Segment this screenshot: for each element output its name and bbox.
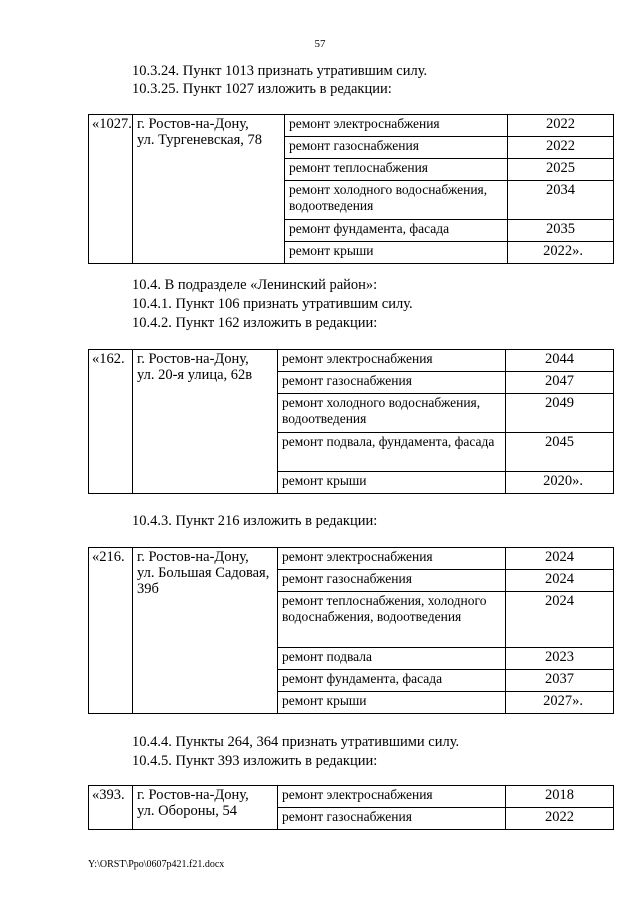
work-type: ремонт крыши (278, 692, 506, 714)
paragraph-10-4-5: 10.4.5. Пункт 393 изложить в редакции: (132, 753, 378, 769)
paragraph-10-4-1: 10.4.1. Пункт 106 признать утратившим силу. (132, 296, 413, 312)
work-type: ремонт электроснабжения (285, 115, 508, 137)
work-type: ремонт газоснабжения (278, 570, 506, 592)
repair-year: 2020». (506, 472, 614, 494)
repair-year: 2022 (508, 115, 614, 137)
work-type: ремонт холодного водоснабжения, водоотведения (285, 181, 508, 220)
address-line: ул. 20-я улица, 62в (137, 367, 253, 383)
repair-year: 2023 (506, 648, 614, 670)
paragraph-10-3-24: 10.3.24. Пункт 1013 признать утратившим силу. (132, 63, 428, 79)
repair-year: 2045 (506, 433, 614, 472)
work-type: ремонт электроснабжения (278, 350, 506, 372)
work-type: ремонт теплоснабжения, холодного водоснабжения, водоотведения (278, 592, 506, 648)
paragraph-10-4-4: 10.4.4. Пункты 264, 364 признать утратившими силу. (132, 734, 460, 750)
item-number: «393. (89, 786, 133, 830)
work-type: ремонт электроснабжения (278, 786, 506, 808)
repair-table-216 (88, 547, 614, 714)
repair-year: 2022 (506, 808, 614, 830)
repair-table-1027 (88, 114, 614, 264)
work-type: ремонт холодного водоснабжения, водоотведения (278, 394, 506, 433)
address-line: ул. Обороны, 54 (137, 803, 237, 819)
address-line: г. Ростов-на-Дону, (137, 351, 249, 367)
work-type: ремонт теплоснабжения (285, 159, 508, 181)
address-line: г. Ростов-на-Дону, (137, 116, 249, 132)
repair-year: 2022». (508, 242, 614, 264)
address-cell (133, 548, 278, 714)
work-type: ремонт крыши (285, 242, 508, 264)
address-cell (133, 350, 278, 494)
item-number: «162. (89, 350, 133, 494)
repair-year: 2024 (506, 570, 614, 592)
file-path-footer: Y:\ORST\Ppo\0607p421.f21.docx (88, 859, 225, 870)
paragraph-10-4-3: 10.4.3. Пункт 216 изложить в редакции: (132, 513, 378, 529)
repair-year: 2049 (506, 394, 614, 433)
paragraph-10-4: 10.4. В подразделе «Ленинский район»: (132, 277, 378, 293)
paragraph-10-3-25: 10.3.25. Пункт 1027 изложить в редакции: (132, 81, 392, 97)
item-number: «1027. (89, 115, 133, 264)
page-number: 57 (314, 38, 326, 50)
work-type: ремонт фундамента, фасада (278, 670, 506, 692)
repair-year: 2044 (506, 350, 614, 372)
address-line: 39б (137, 581, 159, 597)
repair-table-162 (88, 349, 614, 494)
address-line: ул. Большая Садовая, (137, 565, 270, 581)
repair-year: 2018 (506, 786, 614, 808)
work-type: ремонт газоснабжения (278, 372, 506, 394)
repair-year: 2027». (506, 692, 614, 714)
address-line: г. Ростов-на-Дону, (137, 787, 249, 803)
item-number: «216. (89, 548, 133, 714)
work-type: ремонт подвала (278, 648, 506, 670)
work-type: ремонт газоснабжения (278, 808, 506, 830)
repair-year: 2022 (508, 137, 614, 159)
address-line: ул. Тургеневская, 78 (137, 132, 262, 148)
work-type: ремонт подвала, фундамента, фасада (278, 433, 506, 472)
work-type: ремонт фундамента, фасада (285, 220, 508, 242)
paragraph-10-4-2: 10.4.2. Пункт 162 изложить в редакции: (132, 315, 378, 331)
work-type: ремонт крыши (278, 472, 506, 494)
address-line: г. Ростов-на-Дону, (137, 549, 249, 565)
repair-year: 2034 (508, 181, 614, 220)
address-cell (133, 786, 278, 830)
repair-year: 2024 (506, 592, 614, 648)
repair-year: 2024 (506, 548, 614, 570)
address-cell (133, 115, 285, 264)
work-type: ремонт газоснабжения (285, 137, 508, 159)
repair-year: 2025 (508, 159, 614, 181)
work-type: ремонт электроснабжения (278, 548, 506, 570)
repair-table-393 (88, 785, 614, 830)
repair-year: 2037 (506, 670, 614, 692)
repair-year: 2035 (508, 220, 614, 242)
repair-year: 2047 (506, 372, 614, 394)
